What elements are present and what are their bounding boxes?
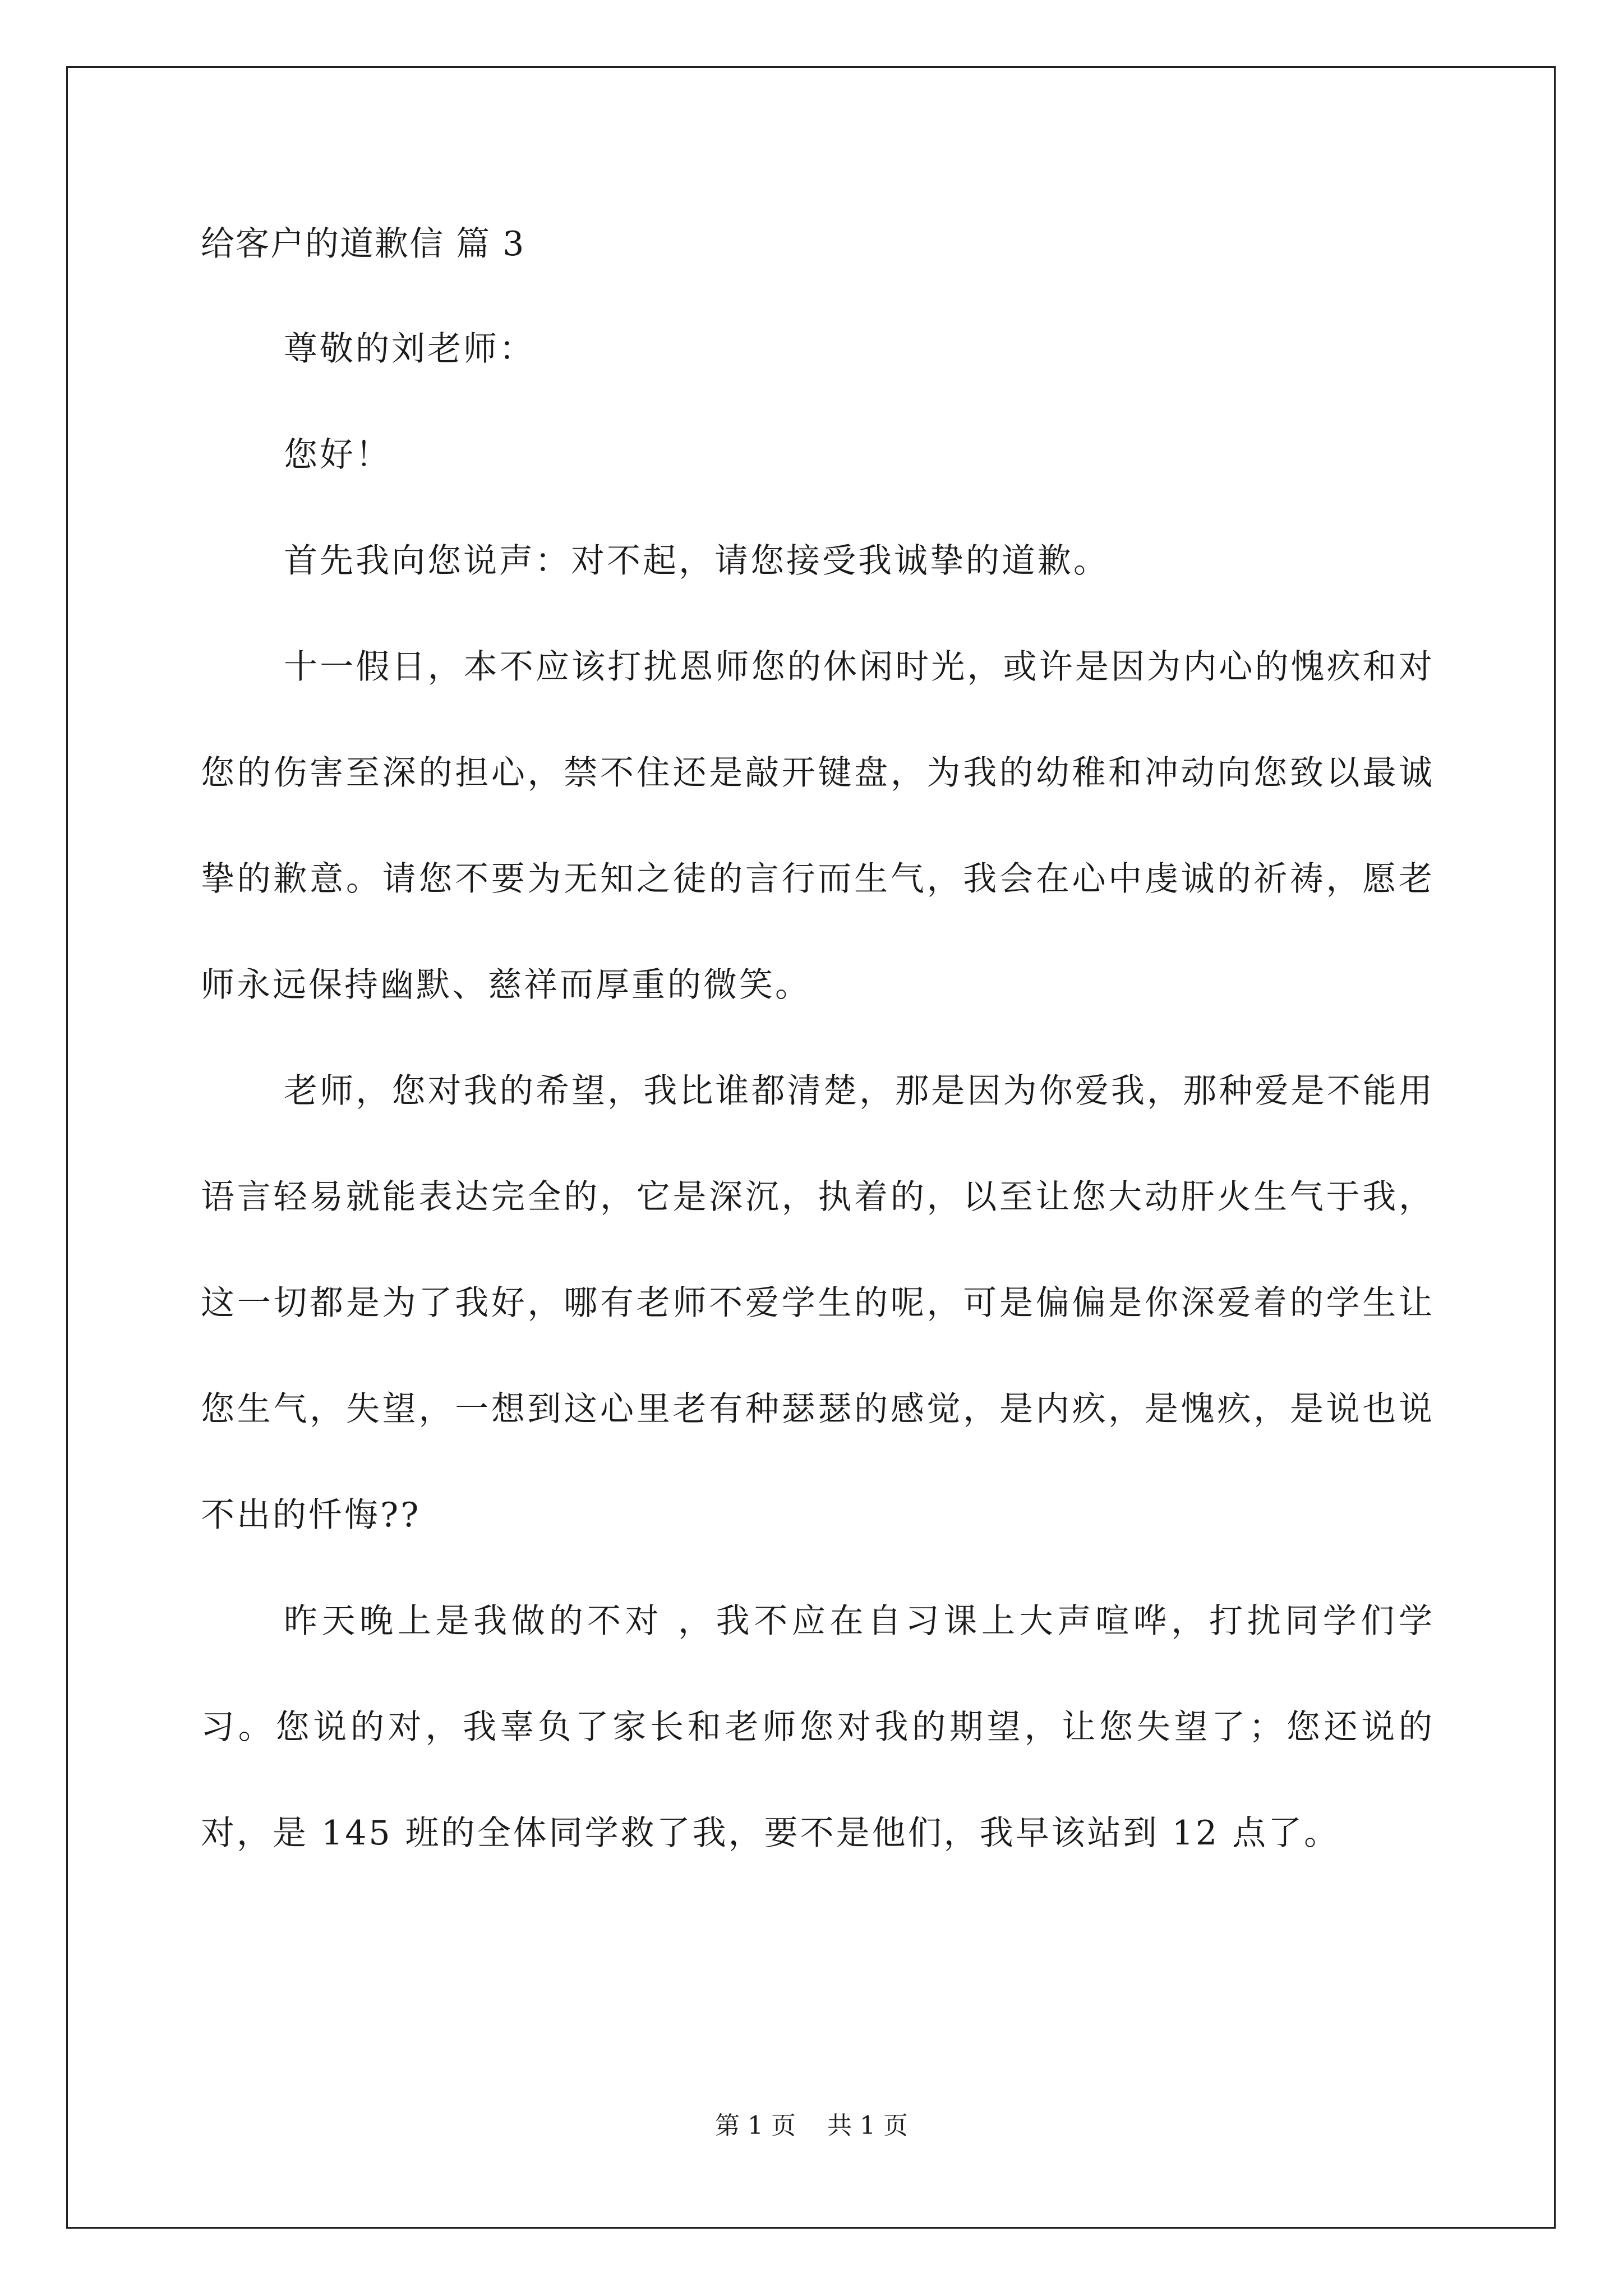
salutation: 尊敬的刘老师：: [284, 329, 535, 369]
document-title: 给客户的道歉信 篇 3: [201, 224, 525, 264]
paragraph-apology: 首先我向您说声：对不起，请您接受我诚挚的道歉。: [284, 541, 1109, 581]
paragraph-teacher-hope: 老师，您对我的希望，我比谁都清楚，那是因为你爱我，那种爱是不能用语言轻易就能表达完全的，它是深沉，执着的，以至让您大动肝火生气于我，这一切都是为了我好，哪有老师不爱学生的呢，可是偏偏是你深爱着的学生让您生气，失望，一想到这心里老有种瑟瑟的感觉，是内疚，是愧疚，是说也说不出的忏悔??: [201, 1071, 1435, 1535]
paragraph-holiday: 十一假日，本不应该打扰恩师您的休闲时光，或许是因为内心的愧疚和对您的伤害至深的担心，禁不住还是敲开键盘，为我的幼稚和冲动向您致以最诚挚的歉意。请您不要为无知之徒的言行而生气，我会在心中虔诚的祈祷，愿老师永远保持幽默、慈祥而厚重的微笑。: [201, 647, 1435, 1005]
greeting: 您好！: [284, 435, 391, 475]
paragraph-last-night: 昨天晚上是我做的不对 ，我不应在自习课上大声喧哗，打扰同学们学习。您说的对，我辜负了家长和老师您对我的期望，让您失望了；您还说的对，是 145 班的全体同学救了我，要不是他们，我早该站到 12 点了。: [201, 1602, 1435, 1853]
page-number-footer: 第 1 页 共 1 页: [715, 2111, 908, 2140]
document-body: [201, 219, 1435, 1887]
